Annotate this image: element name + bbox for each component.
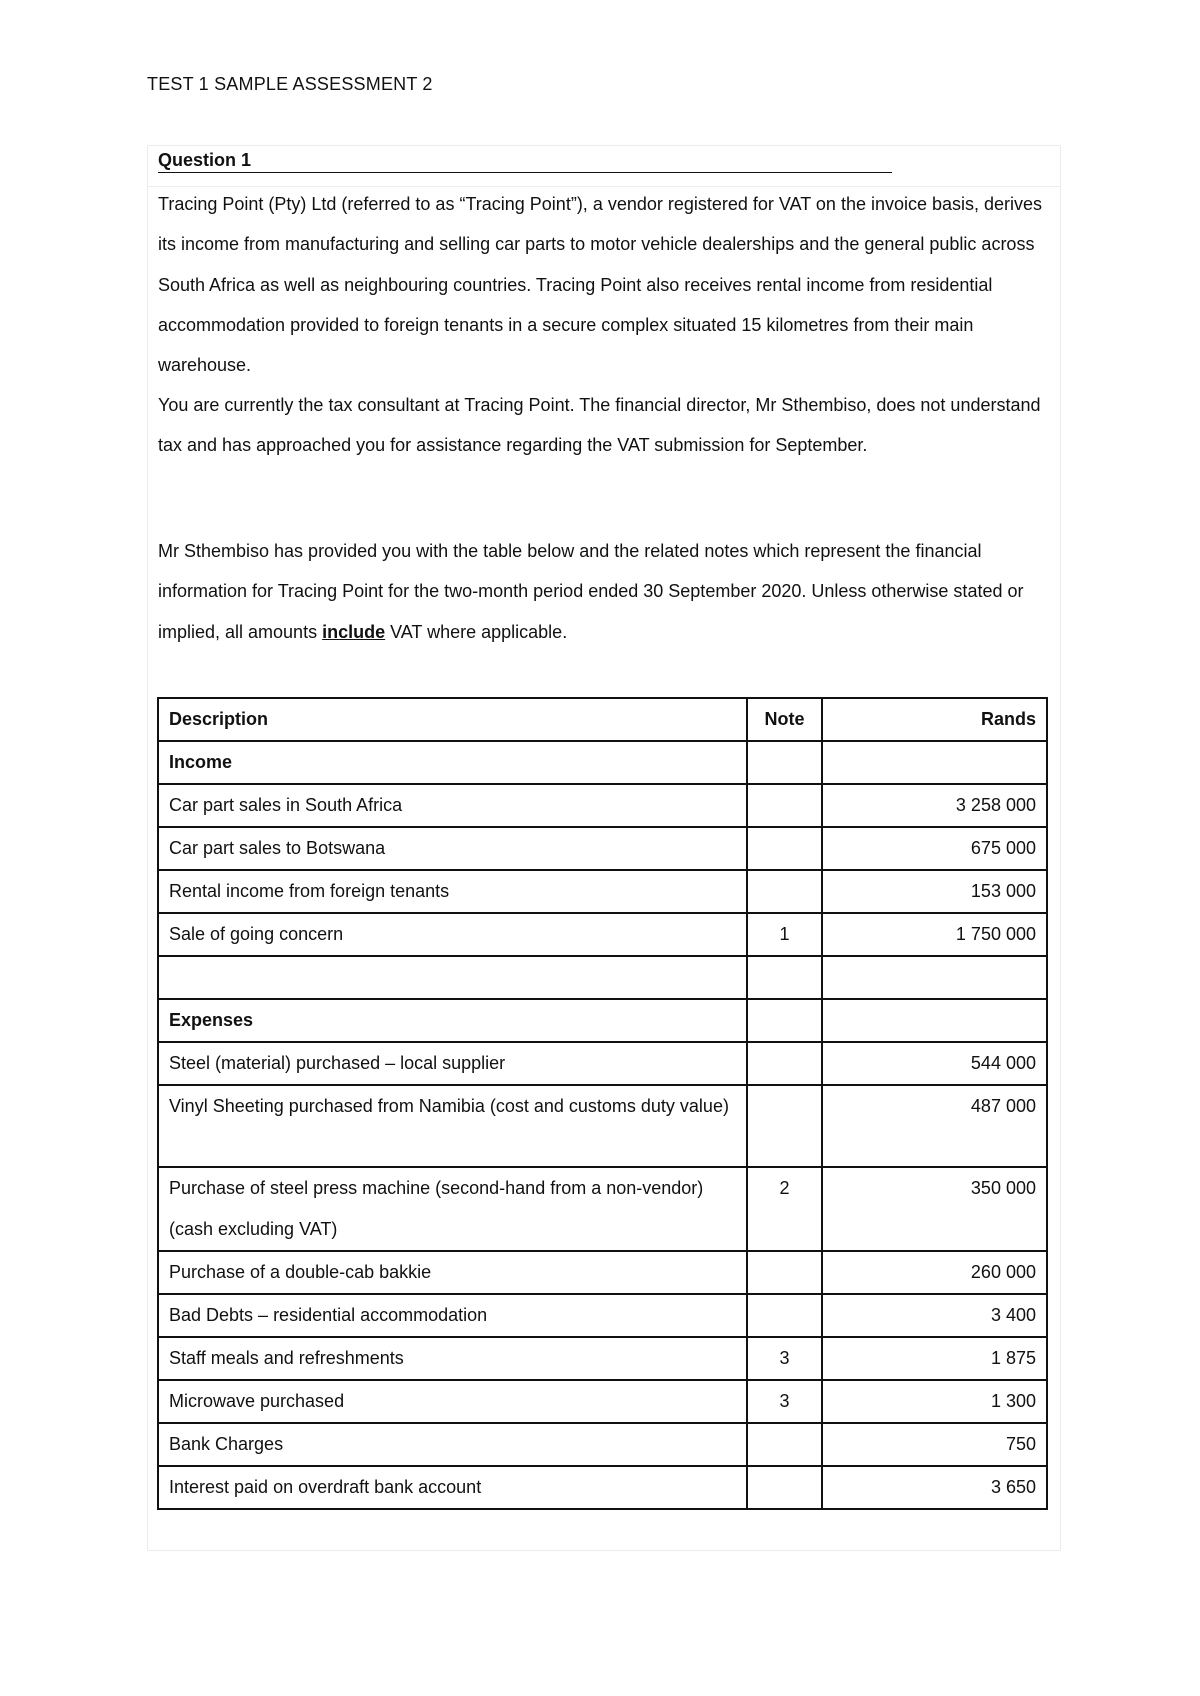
row-note: 1 [747,913,822,956]
table-row [158,1251,1047,1294]
table-row [158,1380,1047,1423]
row-note [747,1466,822,1509]
table-row [158,1167,1047,1251]
row-note [747,1251,822,1294]
table-row [158,784,1047,827]
header-description: Description [158,698,747,741]
row-description: Bank Charges [158,1423,747,1466]
expenses-label: Expenses [158,999,747,1042]
row-amount: 544 000 [822,1042,1047,1085]
table-row [158,870,1047,913]
table-row [158,913,1047,956]
row-amount: 675 000 [822,827,1047,870]
income-label: Income [158,741,747,784]
intro-paragraph [158,184,1048,385]
empty-row [158,956,1047,999]
header-amount: Rands [822,698,1047,741]
paragraph-3-emphasis: include [322,621,386,642]
table-row [158,827,1047,870]
row-note [747,784,822,827]
row-description: Bad Debts – residential accommodation [158,1294,747,1337]
row-note [747,1294,822,1337]
row-amount: 153 000 [822,870,1047,913]
table-header-row [158,698,1047,741]
row-description: Rental income from foreign tenants [158,870,747,913]
header-note: Note [747,698,822,741]
row-note [747,1042,822,1085]
table-row [158,1466,1047,1509]
row-note: 2 [747,1167,822,1251]
income-section-row [158,741,1047,784]
row-amount: 260 000 [822,1251,1047,1294]
paragraph-3-text: Mr Sthembiso has provided you with the table below and the related notes which represent the financial information for Tracing Point for the two-month period ended 30 September 2020. Unless otherwise stated or implied, all amounts [158,541,1024,642]
row-description: Microwave purchased [158,1380,747,1423]
row-description: Car part sales to Botswana [158,827,747,870]
row-description: Interest paid on overdraft bank account [158,1466,747,1509]
table-row [158,1042,1047,1085]
row-description: Car part sales in South Africa [158,784,747,827]
row-note [747,870,822,913]
row-description: Steel (material) purchased – local supplier [158,1042,747,1085]
paragraph-3 [158,531,1048,652]
row-amount: 350 000 [822,1167,1047,1251]
consultant-paragraph [158,385,1048,466]
row-note [747,827,822,870]
row-description: Vinyl Sheeting purchased from Namibia (cost and customs duty value) [158,1085,747,1167]
row-description: Sale of going concern [158,913,747,956]
expenses-section-row [158,999,1047,1042]
row-amount: 3 258 000 [822,784,1047,827]
row-amount: 1 875 [822,1337,1047,1380]
table-intro-paragraph [158,531,1048,652]
table-row [158,1337,1047,1380]
row-note: 3 [747,1337,822,1380]
row-amount: 1 300 [822,1380,1047,1423]
table-row [158,1423,1047,1466]
row-amount: 1 750 000 [822,913,1047,956]
paragraph-2: You are currently the tax consultant at Tracing Point. The financial director, Mr Sthembiso, does not understand tax and has approached you for assistance regarding the VAT submission for September. [158,395,1041,456]
paragraph-1: Tracing Point (Pty) Ltd (referred to as “Tracing Point”), a vendor registered for VAT on the invoice basis, derives its income from manufacturing and selling car parts to motor vehicle dealerships and the general public across South Africa as well as neighbouring countries. Tracing Point also receives rental income from residential accommodation provided to foreign tenants in a secure complex situated 15 kilometres from their main warehouse. [158,194,1043,376]
row-note [747,1085,822,1167]
table-row [158,1085,1047,1167]
row-amount: 750 [822,1423,1047,1466]
paragraph-3-tail: VAT where applicable. [385,621,568,642]
row-description: Purchase of a double-cab bakkie [158,1251,747,1294]
page-header: TEST 1 SAMPLE ASSESSMENT 2 [147,74,433,94]
row-amount: 3 650 [822,1466,1047,1509]
question-title: Question 1 [158,150,892,173]
row-description: Staff meals and refreshments [158,1337,747,1380]
financial-table [157,697,1048,1510]
row-amount: 3 400 [822,1294,1047,1337]
row-note [747,1423,822,1466]
row-description: Purchase of steel press machine (second-hand from a non-vendor) (cash excluding VAT) [158,1167,747,1251]
row-amount: 487 000 [822,1085,1047,1167]
table-row [158,1294,1047,1337]
row-note: 3 [747,1380,822,1423]
